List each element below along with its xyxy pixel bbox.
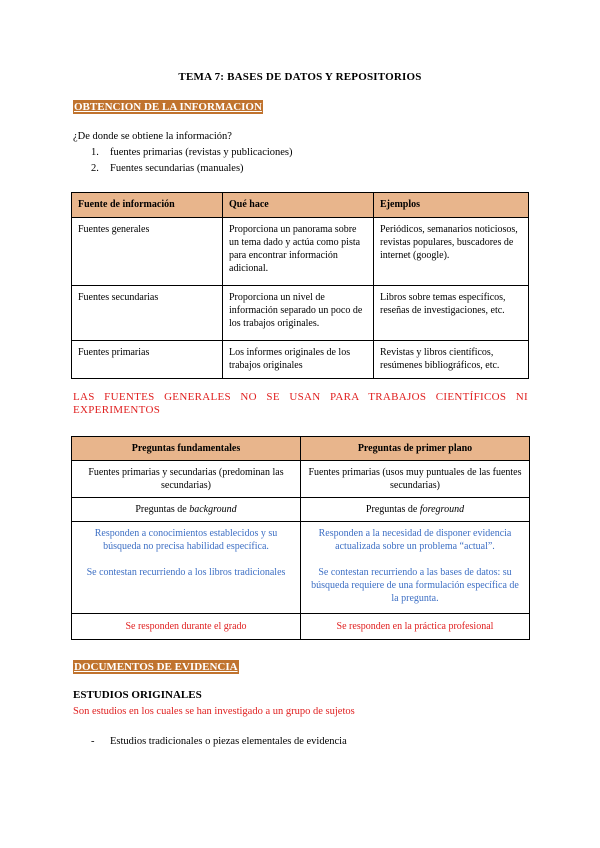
table-cell: Libros sobre temas específicos, reseñas de investigaciones, etc. [374,286,529,341]
column-header: Ejemplos [374,193,529,218]
table-cell: Fuentes generales [72,218,223,286]
table-header-row [72,437,530,461]
question-text: ¿De donde se obtiene la información? [73,131,232,142]
definition-text: Son estudios en los cuales se han investigado a un grupo de sujetos [73,706,355,717]
table-cell: Periódicos, semanarios noticiosos, revistas populares, buscadores de internet (google). [374,218,529,286]
table-cell: Los informes originales de los trabajos originales [223,341,374,379]
table-cell: Se responden en la práctica profesional [301,614,530,640]
sources-table [71,192,529,379]
table-cell [301,522,530,614]
column-header: Preguntas de primer plano [301,437,530,461]
column-header: Preguntas fundamentales [72,437,301,461]
cell-prefix: Preguntas de [135,504,187,515]
table-row [72,286,529,341]
section-heading-obtencion: OBTENCION DE LA INFORMACION [74,101,262,113]
bullet-mark: - [91,736,95,747]
table-row [72,218,529,286]
cell-paragraph: Se contestan recurriendo a las bases de datos: su búsqueda requiere de una formulación específica de la pregunta. [311,567,519,604]
questions-table [71,436,530,640]
cell-paragraph: Responden a la necesidad de disponer evidencia actualizada sobre un problema “actual”. [318,528,512,552]
table-cell: Fuentes secundarias [72,286,223,341]
column-header: Qué hace [223,193,374,218]
table-cell [301,498,530,522]
bullet-item: Estudios tradicionales o piezas elementales de evidencia [110,736,347,747]
table-row [72,522,530,614]
table-row [72,341,529,379]
table-cell: Revistas y libros científicos, resúmenes bibliográficos, etc. [374,341,529,379]
cell-prefix: Preguntas de [365,504,418,515]
table-cell: Proporciona un nivel de información separado un poco de los trabajos originales. [223,286,374,341]
table-cell [72,498,301,522]
cell-term: background [189,504,237,515]
list-item: fuentes primarias (revistas y publicaciones) [110,147,293,158]
list-item-number: 1. [91,147,99,158]
table-cell: Proporciona un panorama sobre un tema dado y actúa como pista para encontrar información adicional. [223,218,374,286]
table-cell [72,522,301,614]
section-heading-documentos: DOCUMENTOS DE EVIDENCIA [74,661,238,673]
subheading: ESTUDIOS ORIGINALES [73,689,202,701]
table-row [72,614,530,640]
table-header-row [72,193,529,218]
warning-text: LAS FUENTES GENERALES NO SE USAN PARA TRABAJOS CIENTÍFICOS NI EXPERIMENTOS [73,391,528,416]
table-cell: Fuentes primarias y secundarias (predominan las secundarias) [72,461,301,498]
table-cell: Fuentes primarias (usos muy puntuales de las fuentes secundarias) [301,461,530,498]
document-title: TEMA 7: BASES DE DATOS Y REPOSITORIOS [178,71,422,83]
table-row [72,498,530,522]
list-item: Fuentes secundarias (manuales) [110,163,244,174]
table-row [72,461,530,498]
cell-paragraph: Responden a conocimientos establecidos y su búsqueda no precisa habilidad específica. [94,528,278,552]
table-cell: Fuentes primarias [72,341,223,379]
column-header: Fuente de información [72,193,223,218]
cell-term: foreground [419,504,465,515]
table-cell: Se responden durante el grado [72,614,301,640]
list-item-number: 2. [91,163,99,174]
cell-paragraph: Se contestan recurriendo a los libros tradicionales [86,567,286,578]
